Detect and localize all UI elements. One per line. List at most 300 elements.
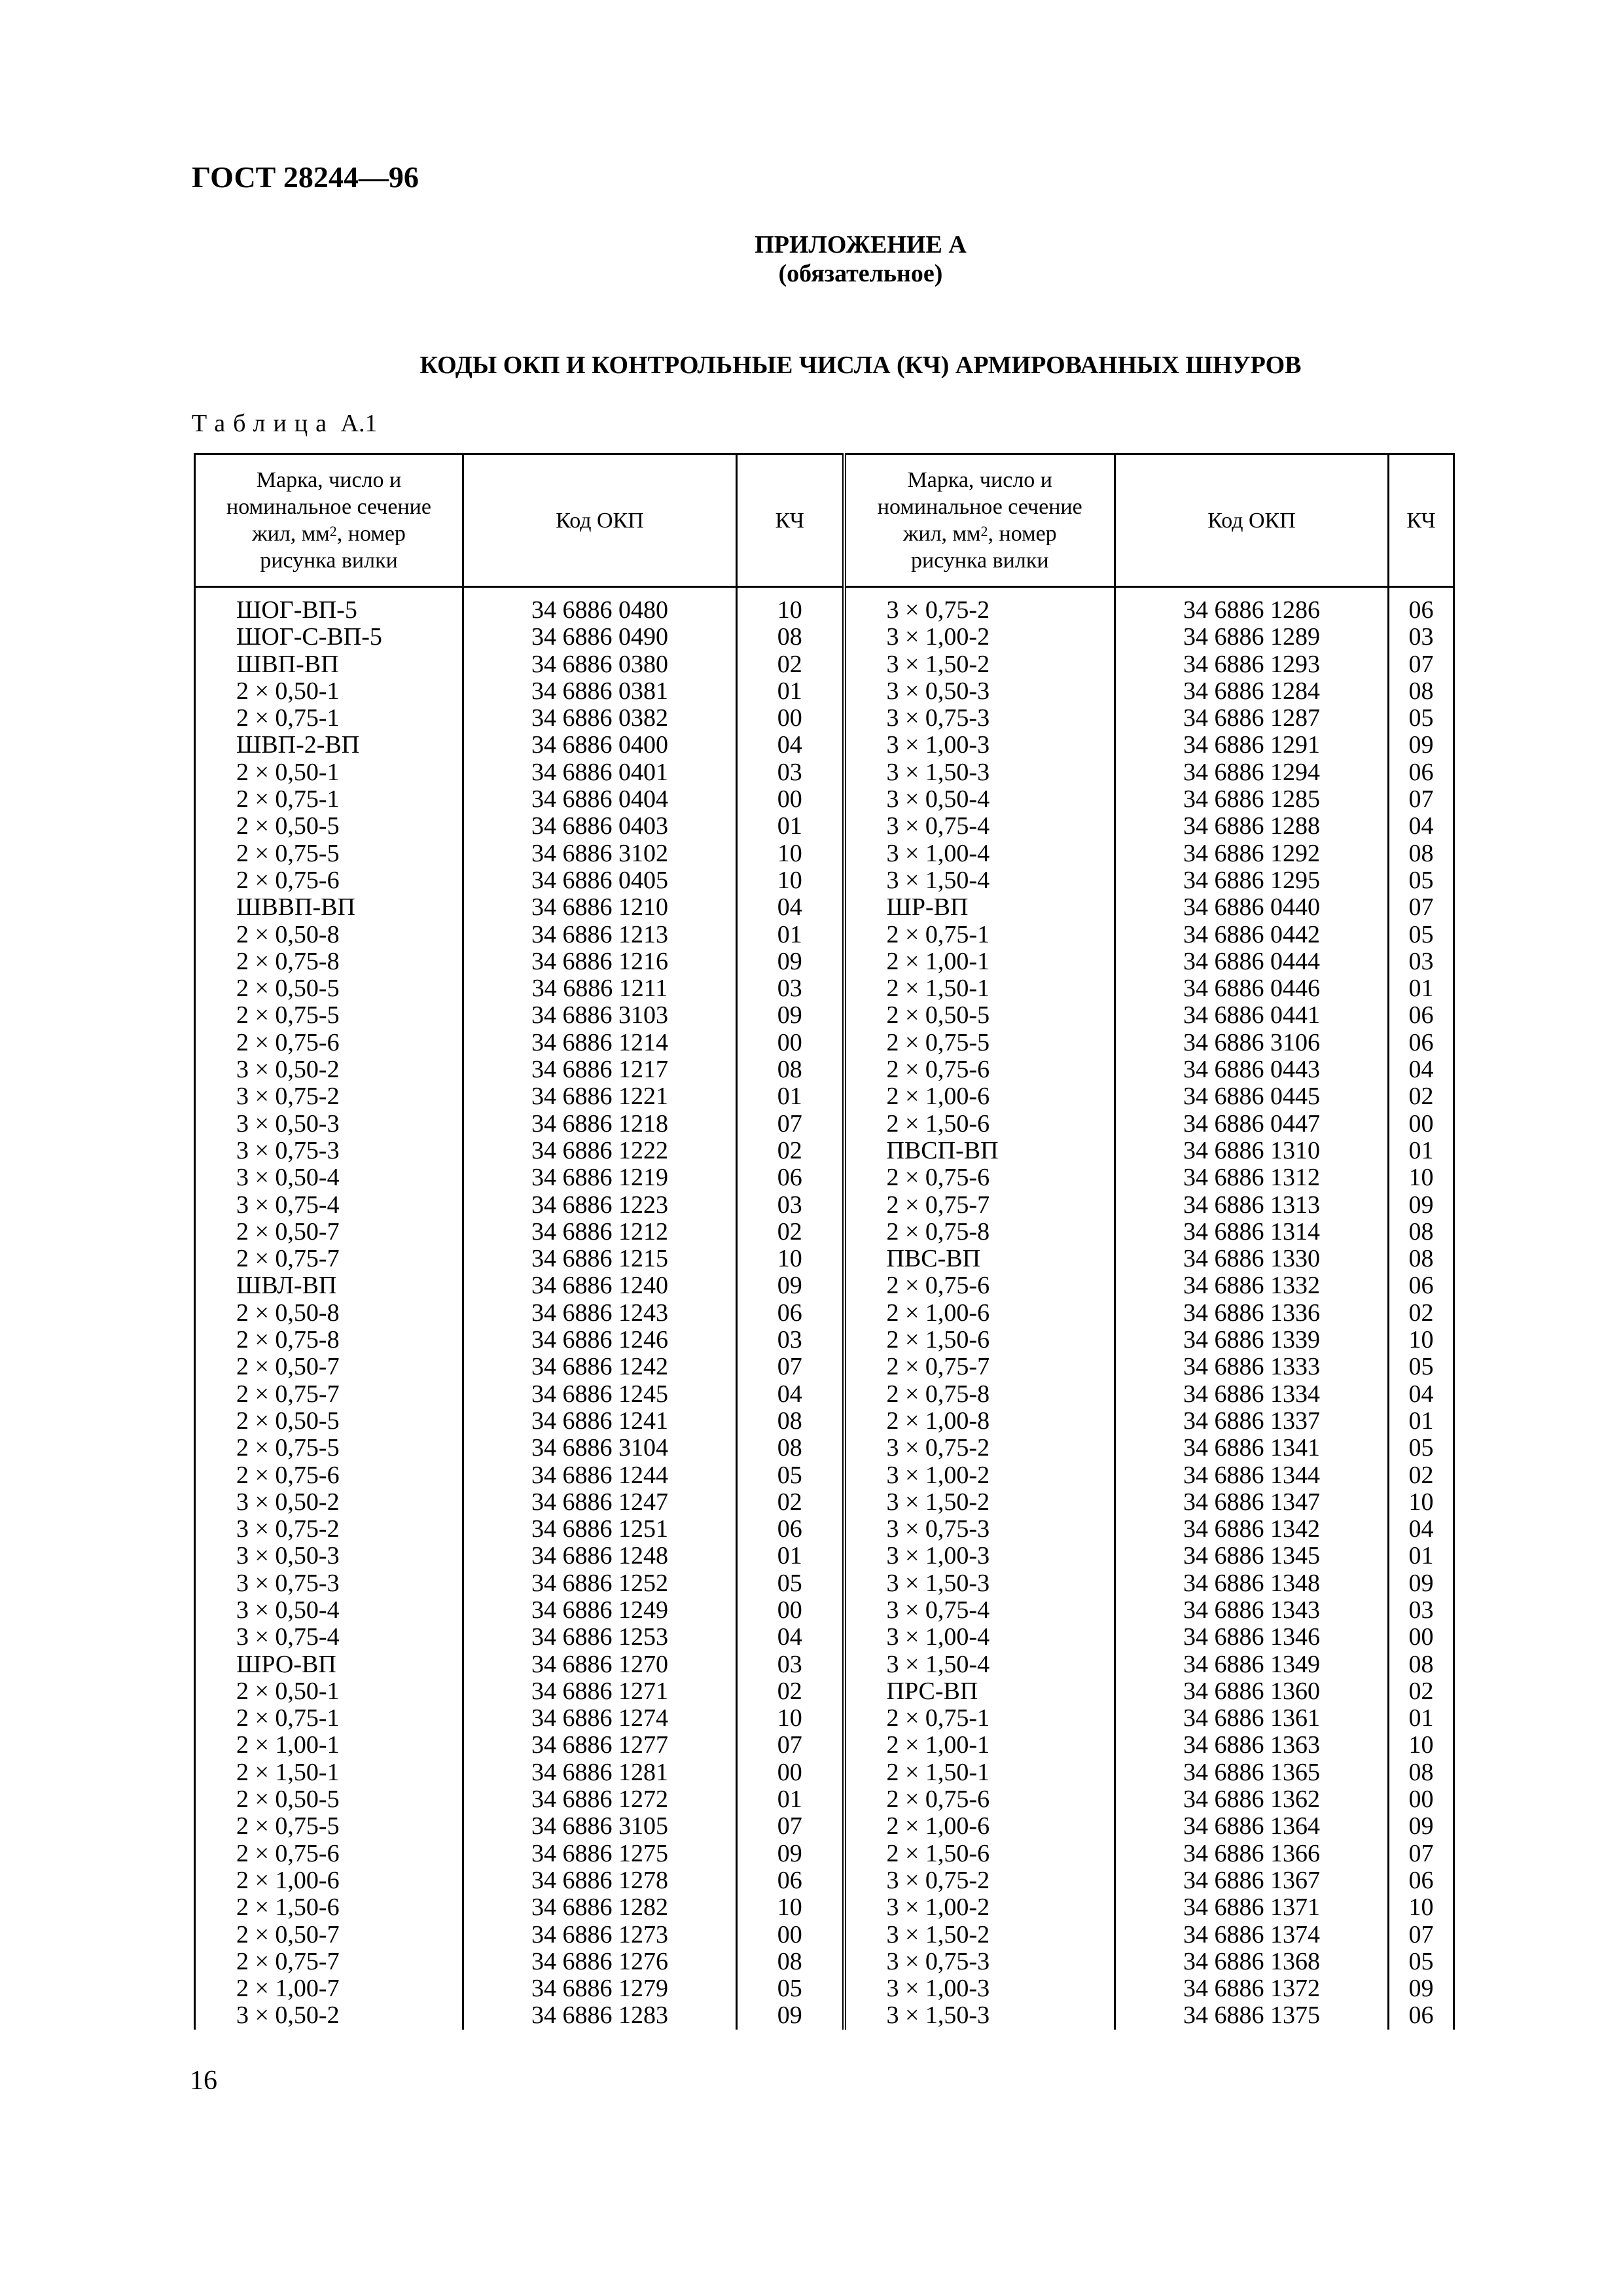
mark-cell-right: 2 × 1,50-1 xyxy=(844,1759,1115,1786)
mark-cell-left: 3 × 0,50-2 xyxy=(195,1489,463,1516)
section-heading: КОДЫ ОКП И КОНТРОЛЬНЫЕ ЧИСЛА (КЧ) АРМИРОВАННЫХ ШНУРОВ xyxy=(419,351,1302,379)
mark-cell-right: 2 × 0,75-1 xyxy=(844,922,1115,948)
mark-cell-right: 3 × 1,50-3 xyxy=(844,759,1115,786)
codes-table xyxy=(194,453,1455,2030)
table-row xyxy=(195,1867,1454,1894)
code-cell-right: 34 6886 1295 xyxy=(1115,867,1389,894)
kch-cell-left: 01 xyxy=(737,678,844,705)
kch-cell-left: 09 xyxy=(737,1002,844,1029)
mark-cell-right: 3 × 0,75-3 xyxy=(844,1948,1115,1975)
kch-cell-right: 06 xyxy=(1389,1272,1454,1299)
kch-cell-left: 03 xyxy=(737,1327,844,1354)
mark-cell-left: ШРО-ВП xyxy=(195,1651,463,1678)
mark-cell-right: 3 × 1,00-3 xyxy=(844,732,1115,759)
mark-cell-left: ШОГ-ВП-5 xyxy=(195,587,463,624)
table-row xyxy=(195,624,1454,651)
mark-cell-left: ШВЛ-ВП xyxy=(195,1272,463,1299)
table-row xyxy=(195,786,1454,813)
kch-cell-right: 03 xyxy=(1389,1597,1454,1624)
code-cell-right: 34 6886 1366 xyxy=(1115,1840,1389,1867)
kch-cell-left: 07 xyxy=(737,1111,844,1138)
code-cell-right: 34 6886 1363 xyxy=(1115,1732,1389,1759)
code-cell-right: 34 6886 1284 xyxy=(1115,678,1389,705)
kch-cell-left: 10 xyxy=(737,840,844,867)
table-label xyxy=(192,409,377,438)
code-cell-right: 34 6886 1349 xyxy=(1115,1651,1389,1678)
code-cell-left: 34 6886 0400 xyxy=(463,732,737,759)
table-row xyxy=(195,1138,1454,1164)
header-mark-right: Марка, число и номинальное сечение жил, $мм^2$, номер рисунка вилки xyxy=(844,454,1115,587)
kch-cell-right: 07 xyxy=(1389,894,1454,921)
mark-cell-left: 2 × 0,75-8 xyxy=(195,1327,463,1354)
mark-cell-right: 3 × 1,50-2 xyxy=(844,1489,1115,1516)
kch-cell-right: 06 xyxy=(1389,1030,1454,1056)
code-cell-left: 34 6886 1275 xyxy=(463,1840,737,1867)
kch-cell-right: 10 xyxy=(1389,1732,1454,1759)
code-cell-right: 34 6886 1289 xyxy=(1115,624,1389,651)
mark-cell-left: 2 × 0,50-7 xyxy=(195,1354,463,1380)
code-cell-right: 34 6886 1342 xyxy=(1115,1516,1389,1543)
kch-cell-right: 05 xyxy=(1389,867,1454,894)
mark-cell-left: 3 × 0,50-2 xyxy=(195,1056,463,1083)
kch-cell-right: 07 xyxy=(1389,1922,1454,1948)
code-cell-left: 34 6886 3103 xyxy=(463,1002,737,1029)
kch-cell-right: 02 xyxy=(1389,1083,1454,1110)
kch-cell-right: 01 xyxy=(1389,1138,1454,1164)
mark-cell-right: 3 × 1,50-4 xyxy=(844,1651,1115,1678)
kch-cell-left: 00 xyxy=(737,1759,844,1786)
code-cell-left: 34 6886 1276 xyxy=(463,1948,737,1975)
mark-cell-left: 2 × 1,00-6 xyxy=(195,1867,463,1894)
header-kch-left: КЧ xyxy=(737,454,844,587)
code-cell-left: 34 6886 1274 xyxy=(463,1705,737,1732)
mark-cell-right: 2 × 1,00-1 xyxy=(844,1732,1115,1759)
table-row xyxy=(195,1300,1454,1327)
table-row xyxy=(195,1948,1454,1975)
kch-cell-left: 02 xyxy=(737,651,844,678)
mark-cell-left: 2 × 0,75-6 xyxy=(195,1462,463,1489)
kch-cell-left: 09 xyxy=(737,1840,844,1867)
code-cell-right: 34 6886 1339 xyxy=(1115,1327,1389,1354)
code-cell-right: 34 6886 1294 xyxy=(1115,759,1389,786)
kch-cell-left: 09 xyxy=(737,2002,844,2029)
code-cell-left: 34 6886 0405 xyxy=(463,867,737,894)
mark-cell-right: 3 × 0,75-2 xyxy=(844,1867,1115,1894)
code-cell-left: 34 6886 0381 xyxy=(463,678,737,705)
code-cell-left: 34 6886 1247 xyxy=(463,1489,737,1516)
kch-cell-left: 10 xyxy=(737,1705,844,1732)
mark-cell-left: 2 × 0,75-1 xyxy=(195,1705,463,1732)
code-cell-left: 34 6886 3104 xyxy=(463,1435,737,1462)
mark-cell-right: 3 × 0,75-4 xyxy=(844,813,1115,840)
kch-cell-right: 05 xyxy=(1389,1354,1454,1380)
kch-cell-left: 02 xyxy=(737,1138,844,1164)
kch-cell-left: 10 xyxy=(737,867,844,894)
kch-cell-right: 01 xyxy=(1389,1543,1454,1570)
code-cell-left: 34 6886 1277 xyxy=(463,1732,737,1759)
mark-cell-left: 2 × 0,50-5 xyxy=(195,1786,463,1813)
page-number: 16 xyxy=(190,2066,217,2096)
mark-cell-right: 2 × 0,75-6 xyxy=(844,1164,1115,1191)
kch-cell-right: 05 xyxy=(1389,705,1454,732)
mark-cell-left: 2 × 0,75-6 xyxy=(195,1030,463,1056)
code-cell-left: 34 6886 1271 xyxy=(463,1678,737,1705)
kch-cell-left: 10 xyxy=(737,587,844,624)
code-cell-left: 34 6886 1245 xyxy=(463,1381,737,1408)
code-cell-left: 34 6886 1243 xyxy=(463,1300,737,1327)
code-cell-left: 34 6886 1272 xyxy=(463,1786,737,1813)
code-cell-right: 34 6886 1364 xyxy=(1115,1813,1389,1840)
kch-cell-left: 03 xyxy=(737,1651,844,1678)
header-code-right: Код ОКП xyxy=(1115,454,1389,587)
mark-cell-right: 2 × 1,00-8 xyxy=(844,1408,1115,1435)
code-cell-right: 34 6886 0443 xyxy=(1115,1056,1389,1083)
table-row xyxy=(195,1219,1454,1246)
table-row xyxy=(195,587,1454,624)
kch-cell-left: 05 xyxy=(737,1462,844,1489)
table-row xyxy=(195,1759,1454,1786)
code-cell-right: 34 6886 1330 xyxy=(1115,1246,1389,1272)
mark-cell-left: 2 × 0,50-8 xyxy=(195,922,463,948)
code-cell-right: 34 6886 1292 xyxy=(1115,840,1389,867)
table-row xyxy=(195,1732,1454,1759)
code-cell-left: 34 6886 1216 xyxy=(463,948,737,975)
mark-cell-right: 2 × 0,75-5 xyxy=(844,1030,1115,1056)
code-cell-right: 34 6886 1368 xyxy=(1115,1948,1389,1975)
mark-cell-right: 2 × 0,75-8 xyxy=(844,1381,1115,1408)
mark-cell-right: 3 × 1,50-4 xyxy=(844,867,1115,894)
code-cell-right: 34 6886 0444 xyxy=(1115,948,1389,975)
code-cell-right: 34 6886 3106 xyxy=(1115,1030,1389,1056)
table-row xyxy=(195,1570,1454,1597)
code-cell-left: 34 6886 3102 xyxy=(463,840,737,867)
kch-cell-right: 06 xyxy=(1389,1002,1454,1029)
code-cell-right: 34 6886 1291 xyxy=(1115,732,1389,759)
table-row xyxy=(195,1894,1454,1921)
code-cell-right: 34 6886 1348 xyxy=(1115,1570,1389,1597)
kch-cell-left: 08 xyxy=(737,1408,844,1435)
table-row xyxy=(195,1786,1454,1813)
code-cell-left: 34 6886 1217 xyxy=(463,1056,737,1083)
kch-cell-left: 04 xyxy=(737,1381,844,1408)
kch-cell-right: 06 xyxy=(1389,2002,1454,2029)
mark-cell-left: 2 × 0,75-5 xyxy=(195,840,463,867)
mark-cell-left: 2 × 0,75-5 xyxy=(195,1813,463,1840)
table-row xyxy=(195,840,1454,867)
table-row xyxy=(195,1597,1454,1624)
code-cell-right: 34 6886 1334 xyxy=(1115,1381,1389,1408)
mark-cell-left: 2 × 1,50-6 xyxy=(195,1894,463,1921)
code-cell-right: 34 6886 1362 xyxy=(1115,1786,1389,1813)
kch-cell-right: 09 xyxy=(1389,1813,1454,1840)
kch-cell-right: 03 xyxy=(1389,624,1454,651)
mark-cell-right: 3 × 0,75-3 xyxy=(844,1516,1115,1543)
table-row xyxy=(195,759,1454,786)
code-cell-left: 34 6886 1279 xyxy=(463,1975,737,2002)
code-cell-right: 34 6886 1314 xyxy=(1115,1219,1389,1246)
kch-cell-right: 01 xyxy=(1389,1408,1454,1435)
kch-cell-left: 01 xyxy=(737,1543,844,1570)
kch-cell-right: 02 xyxy=(1389,1300,1454,1327)
mark-cell-right: 2 × 1,50-6 xyxy=(844,1327,1115,1354)
mark-cell-right: 3 × 1,50-2 xyxy=(844,1922,1115,1948)
mark-cell-right: 3 × 0,75-3 xyxy=(844,705,1115,732)
code-cell-right: 34 6886 1345 xyxy=(1115,1543,1389,1570)
code-cell-right: 34 6886 1375 xyxy=(1115,2002,1389,2029)
code-cell-left: 34 6886 1242 xyxy=(463,1354,737,1380)
kch-cell-right: 00 xyxy=(1389,1111,1454,1138)
mark-cell-right: 3 × 1,00-2 xyxy=(844,1894,1115,1921)
kch-cell-left: 07 xyxy=(737,1732,844,1759)
table-row xyxy=(195,867,1454,894)
kch-cell-right: 06 xyxy=(1389,1867,1454,1894)
mark-cell-right: ПРС-ВП xyxy=(844,1678,1115,1705)
kch-cell-left: 09 xyxy=(737,1272,844,1299)
kch-cell-right: 05 xyxy=(1389,1435,1454,1462)
mark-cell-left: 2 × 0,50-1 xyxy=(195,759,463,786)
mark-cell-left: 2 × 0,75-6 xyxy=(195,1840,463,1867)
mark-cell-left: 2 × 0,50-1 xyxy=(195,678,463,705)
mark-cell-left: ШВП-2-ВП xyxy=(195,732,463,759)
mark-cell-left: 3 × 0,50-4 xyxy=(195,1597,463,1624)
table-row xyxy=(195,1381,1454,1408)
table-label-number: А.1 xyxy=(340,410,378,437)
code-cell-left: 34 6886 0401 xyxy=(463,759,737,786)
table-row xyxy=(195,1705,1454,1732)
table-row xyxy=(195,1435,1454,1462)
kch-cell-right: 07 xyxy=(1389,1840,1454,1867)
mark-cell-left: 2 × 0,75-5 xyxy=(195,1435,463,1462)
kch-cell-right: 00 xyxy=(1389,1624,1454,1651)
kch-cell-left: 00 xyxy=(737,705,844,732)
code-cell-left: 34 6886 1244 xyxy=(463,1462,737,1489)
table-row xyxy=(195,948,1454,975)
mark-cell-right: 3 × 1,00-3 xyxy=(844,1543,1115,1570)
table-row xyxy=(195,1164,1454,1191)
code-cell-right: 34 6886 0442 xyxy=(1115,922,1389,948)
table-row xyxy=(195,1083,1454,1110)
kch-cell-left: 10 xyxy=(737,1894,844,1921)
table-row xyxy=(195,922,1454,948)
kch-cell-left: 03 xyxy=(737,1192,844,1219)
kch-cell-right: 08 xyxy=(1389,678,1454,705)
mark-cell-right: 2 × 1,00-6 xyxy=(844,1813,1115,1840)
table-body xyxy=(195,587,1454,2030)
table-row xyxy=(195,705,1454,732)
code-cell-left: 34 6886 0403 xyxy=(463,813,737,840)
code-cell-left: 34 6886 0382 xyxy=(463,705,737,732)
code-cell-left: 34 6886 1273 xyxy=(463,1922,737,1948)
kch-cell-right: 09 xyxy=(1389,1192,1454,1219)
code-cell-right: 34 6886 1372 xyxy=(1115,1975,1389,2002)
mark-cell-left: 2 × 1,50-1 xyxy=(195,1759,463,1786)
mark-cell-right: 3 × 1,50-2 xyxy=(844,651,1115,678)
code-cell-right: 34 6886 0441 xyxy=(1115,1002,1389,1029)
mark-cell-right: 3 × 1,00-4 xyxy=(844,840,1115,867)
mark-cell-left: ШВВП-ВП xyxy=(195,894,463,921)
mark-cell-left: 3 × 0,75-4 xyxy=(195,1192,463,1219)
table-row xyxy=(195,1246,1454,1272)
kch-cell-right: 04 xyxy=(1389,813,1454,840)
kch-cell-left: 04 xyxy=(737,894,844,921)
code-cell-left: 34 6886 0490 xyxy=(463,624,737,651)
code-cell-left: 34 6886 1240 xyxy=(463,1272,737,1299)
code-cell-left: 34 6886 1221 xyxy=(463,1083,737,1110)
code-cell-left: 34 6886 1253 xyxy=(463,1624,737,1651)
kch-cell-right: 10 xyxy=(1389,1489,1454,1516)
table-row xyxy=(195,1272,1454,1299)
kch-cell-right: 06 xyxy=(1389,759,1454,786)
mark-cell-left: 2 × 0,50-8 xyxy=(195,1300,463,1327)
mark-cell-left: 3 × 0,75-2 xyxy=(195,1083,463,1110)
code-cell-left: 34 6886 1283 xyxy=(463,2002,737,2029)
code-cell-left: 34 6886 1219 xyxy=(463,1164,737,1191)
mark-cell-left: 2 × 0,75-1 xyxy=(195,786,463,813)
kch-cell-left: 06 xyxy=(737,1516,844,1543)
mark-cell-right: 2 × 0,75-8 xyxy=(844,1219,1115,1246)
mark-cell-right: 2 × 0,50-5 xyxy=(844,1002,1115,1029)
code-cell-right: 34 6886 1337 xyxy=(1115,1408,1389,1435)
code-cell-right: 34 6886 0447 xyxy=(1115,1111,1389,1138)
table-row xyxy=(195,1056,1454,1083)
document-code: ГОСТ 28244—96 xyxy=(192,160,419,194)
kch-cell-left: 01 xyxy=(737,1786,844,1813)
mark-cell-right: 3 × 0,50-4 xyxy=(844,786,1115,813)
code-cell-right: 34 6886 1367 xyxy=(1115,1867,1389,1894)
code-cell-left: 34 6886 1249 xyxy=(463,1597,737,1624)
table-row xyxy=(195,813,1454,840)
table-row xyxy=(195,1354,1454,1380)
code-cell-right: 34 6886 1332 xyxy=(1115,1272,1389,1299)
kch-cell-right: 07 xyxy=(1389,786,1454,813)
table-row xyxy=(195,1030,1454,1056)
code-cell-right: 34 6886 1288 xyxy=(1115,813,1389,840)
kch-cell-right: 00 xyxy=(1389,1786,1454,1813)
code-cell-right: 34 6886 1310 xyxy=(1115,1138,1389,1164)
code-cell-right: 34 6886 1371 xyxy=(1115,1894,1389,1921)
code-cell-left: 34 6886 1281 xyxy=(463,1759,737,1786)
mark-cell-right: 2 × 1,00-1 xyxy=(844,948,1115,975)
kch-cell-left: 02 xyxy=(737,1678,844,1705)
header-mark-left: Марка, число и номинальное сечение жил, $мм^2$, номер рисунка вилки xyxy=(195,454,463,587)
code-cell-left: 34 6886 0380 xyxy=(463,651,737,678)
code-cell-left: 34 6886 1211 xyxy=(463,975,737,1002)
code-cell-left: 34 6886 1212 xyxy=(463,1219,737,1246)
mark-cell-left: 2 × 0,50-1 xyxy=(195,1678,463,1705)
kch-cell-left: 07 xyxy=(737,1813,844,1840)
code-cell-right: 34 6886 1347 xyxy=(1115,1489,1389,1516)
mark-cell-left: 3 × 0,75-4 xyxy=(195,1624,463,1651)
table-label-word: Таблица xyxy=(192,410,335,437)
code-cell-left: 34 6886 0404 xyxy=(463,786,737,813)
kch-cell-left: 06 xyxy=(737,1300,844,1327)
mark-cell-left: ШОГ-С-ВП-5 xyxy=(195,624,463,651)
code-cell-left: 34 6886 1241 xyxy=(463,1408,737,1435)
table-row xyxy=(195,1813,1454,1840)
kch-cell-left: 08 xyxy=(737,624,844,651)
kch-cell-right: 03 xyxy=(1389,948,1454,975)
mark-cell-right: 2 × 0,75-6 xyxy=(844,1786,1115,1813)
code-cell-right: 34 6886 1312 xyxy=(1115,1164,1389,1191)
code-cell-right: 34 6886 1287 xyxy=(1115,705,1389,732)
mark-cell-left: 3 × 0,50-2 xyxy=(195,2002,463,2029)
kch-cell-left: 06 xyxy=(737,1164,844,1191)
table-row xyxy=(195,732,1454,759)
code-cell-left: 34 6886 1252 xyxy=(463,1570,737,1597)
code-cell-right: 34 6886 1374 xyxy=(1115,1922,1389,1948)
mark-cell-right: ШР-ВП xyxy=(844,894,1115,921)
table-row xyxy=(195,1327,1454,1354)
code-cell-right: 34 6886 1365 xyxy=(1115,1759,1389,1786)
table-row xyxy=(195,894,1454,921)
code-cell-left: 34 6886 1214 xyxy=(463,1030,737,1056)
mark-cell-right: 2 × 1,00-6 xyxy=(844,1083,1115,1110)
code-cell-right: 34 6886 0445 xyxy=(1115,1083,1389,1110)
table-row xyxy=(195,1408,1454,1435)
codes-table-container xyxy=(194,453,1453,2034)
kch-cell-left: 05 xyxy=(737,1570,844,1597)
mark-cell-left: 3 × 0,50-3 xyxy=(195,1543,463,1570)
kch-cell-left: 05 xyxy=(737,1975,844,2002)
table-row xyxy=(195,1002,1454,1029)
code-cell-left: 34 6886 3105 xyxy=(463,1813,737,1840)
code-cell-right: 34 6886 1313 xyxy=(1115,1192,1389,1219)
header-kch-right: КЧ xyxy=(1389,454,1454,587)
table-row xyxy=(195,1516,1454,1543)
mark-cell-left: 2 × 0,75-1 xyxy=(195,705,463,732)
code-cell-left: 34 6886 1210 xyxy=(463,894,737,921)
mark-cell-right: ПВСП-ВП xyxy=(844,1138,1115,1164)
code-cell-right: 34 6886 1341 xyxy=(1115,1435,1389,1462)
table-row xyxy=(195,2002,1454,2029)
kch-cell-right: 02 xyxy=(1389,1462,1454,1489)
kch-cell-left: 06 xyxy=(737,1867,844,1894)
kch-cell-left: 02 xyxy=(737,1489,844,1516)
kch-cell-left: 01 xyxy=(737,922,844,948)
code-cell-right: 34 6886 1346 xyxy=(1115,1624,1389,1651)
kch-cell-right: 05 xyxy=(1389,922,1454,948)
table-row xyxy=(195,1489,1454,1516)
kch-cell-left: 01 xyxy=(737,1083,844,1110)
annex-header xyxy=(0,230,1623,288)
table-row xyxy=(195,1975,1454,2002)
kch-cell-left: 08 xyxy=(737,1948,844,1975)
code-cell-right: 34 6886 1293 xyxy=(1115,651,1389,678)
code-cell-right: 34 6886 0440 xyxy=(1115,894,1389,921)
table-row xyxy=(195,975,1454,1002)
code-cell-left: 34 6886 1248 xyxy=(463,1543,737,1570)
mark-cell-right: 2 × 1,50-6 xyxy=(844,1840,1115,1867)
annex-note: (обязательное) xyxy=(778,260,943,287)
mark-cell-left: 3 × 0,75-3 xyxy=(195,1570,463,1597)
mark-cell-right: 2 × 1,00-6 xyxy=(844,1300,1115,1327)
kch-cell-right: 09 xyxy=(1389,732,1454,759)
kch-cell-right: 07 xyxy=(1389,651,1454,678)
code-cell-left: 34 6886 1223 xyxy=(463,1192,737,1219)
kch-cell-left: 04 xyxy=(737,1624,844,1651)
mark-cell-left: 2 × 0,75-7 xyxy=(195,1381,463,1408)
kch-cell-left: 07 xyxy=(737,1354,844,1380)
mark-cell-right: 3 × 0,75-4 xyxy=(844,1597,1115,1624)
header-code-left: Код ОКП xyxy=(463,454,737,587)
mark-cell-left: 2 × 0,50-5 xyxy=(195,813,463,840)
kch-cell-right: 10 xyxy=(1389,1327,1454,1354)
code-cell-right: 34 6886 1360 xyxy=(1115,1678,1389,1705)
kch-cell-right: 08 xyxy=(1389,1219,1454,1246)
mark-cell-right: 3 × 0,75-2 xyxy=(844,1435,1115,1462)
mark-cell-left: 3 × 0,75-2 xyxy=(195,1516,463,1543)
code-cell-right: 34 6886 1361 xyxy=(1115,1705,1389,1732)
